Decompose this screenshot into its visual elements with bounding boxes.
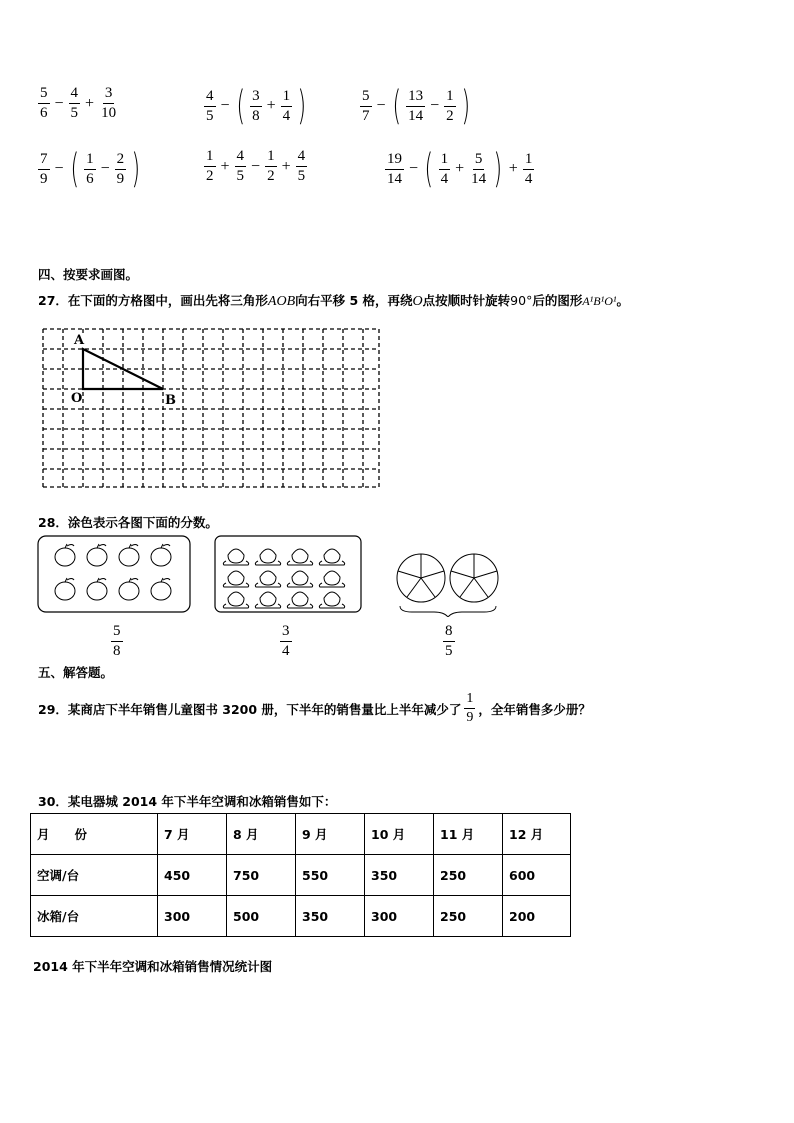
label-o: O — [71, 391, 83, 406]
circle-pair — [394, 551, 502, 617]
section-5-title: 五、解答题。 — [38, 665, 114, 680]
table-cell: 250 — [434, 855, 503, 896]
expr-2-1: $\frac{7}{9}$ − ( $\frac{1}{6}$ − $\frac{2}{9}$ ) — [40, 146, 141, 192]
table-cell: 7 月 — [158, 814, 227, 855]
q27-text: 27．在下面的方格图中，画出先将三角形AOB向右平移 5 格，再绕O点按顺时针旋转90°后的图形A¹B¹O¹。 — [38, 293, 629, 309]
table-row — [31, 896, 571, 937]
table-cell: 10 月 — [365, 814, 434, 855]
table-cell: 300 — [158, 896, 227, 937]
table-cell: 空调/台 — [31, 855, 158, 896]
section-4-title: 四、按要求画图。 — [38, 267, 139, 282]
table-cell: 9 月 — [296, 814, 365, 855]
expr-2-2: $\frac{1}{2}$ + $\frac{4}{5}$ − $\frac{1}{2}$ + $\frac{4}{5}$ — [206, 148, 306, 184]
q29-text: 29．某商店下半年销售儿童图书 3200 册，下半年的销售量比上半年减少了 $\frac{1}{9}$ ，全年销售多少册？ — [38, 691, 591, 725]
table-cell: 300 — [365, 896, 434, 937]
table-cell: 12 月 — [503, 814, 571, 855]
table-row — [31, 855, 571, 896]
table-cell: 冰箱/台 — [31, 896, 158, 937]
table-cell: 350 — [365, 855, 434, 896]
q30-text: 30．某电器城 2014 年下半年空调和冰箱销售如下： — [38, 794, 337, 809]
expr-1-2: $\frac{4}{5}$ − ( $\frac{3}{8}$ + $\frac{1}{4}$ ) — [206, 83, 307, 129]
expr-1-1: $\frac{5}{6}$ − $\frac{4}{5}$ + $\frac{3}{10}$ — [40, 85, 117, 121]
q27-grid — [40, 326, 382, 490]
table-cell: 250 — [434, 896, 503, 937]
expr-2-3: $\frac{19}{14}$ − ( $\frac{1}{4}$ + $\frac{5}{14}$ ) + $\frac{1}{4}$ — [387, 146, 533, 192]
table-cell: 450 — [158, 855, 227, 896]
chart-caption: 2014 年下半年空调和冰箱销售情况统计图 — [33, 959, 273, 974]
table-cell: 月 份 — [31, 814, 158, 855]
q28-fraction-1: $\frac{5}{8}$ — [113, 623, 121, 659]
table-cell: 750 — [227, 855, 296, 896]
q28-fraction-3: $\frac{8}{5}$ — [445, 623, 453, 659]
sales-table — [30, 813, 571, 937]
q28-fraction-2: $\frac{3}{4}$ — [282, 623, 290, 659]
table-cell: 500 — [227, 896, 296, 937]
apple-box — [37, 535, 191, 613]
q28-text: 28．涂色表示各图下面的分数。 — [38, 515, 218, 530]
expr-1-3: $\frac{5}{7}$ − ( $\frac{13}{14}$ − $\frac{1}{2}$ ) — [362, 83, 470, 129]
table-cell: 600 — [503, 855, 571, 896]
table-header-row — [31, 814, 571, 855]
table-cell: 8 月 — [227, 814, 296, 855]
table-cell: 350 — [296, 896, 365, 937]
peach-box — [214, 535, 362, 613]
label-a: A — [74, 333, 85, 348]
table-cell: 550 — [296, 855, 365, 896]
table-cell: 11 月 — [434, 814, 503, 855]
table-cell: 200 — [503, 896, 571, 937]
label-b: B — [165, 393, 176, 408]
